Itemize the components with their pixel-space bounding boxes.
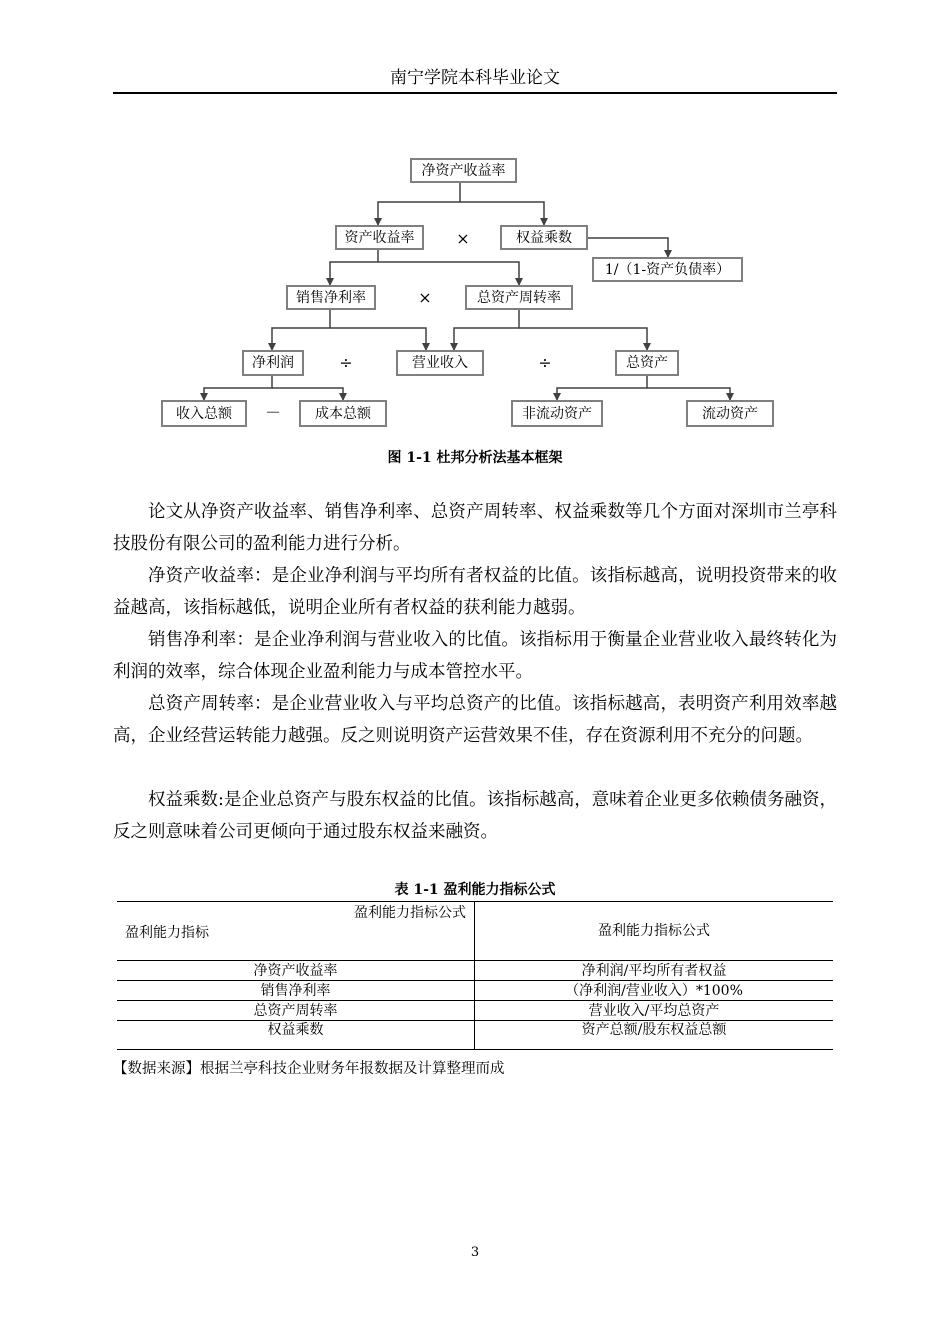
table-caption: 表 1-1 盈利能力指标公式 [394, 882, 556, 898]
indicator-cell: 净资产收益率 [117, 961, 475, 981]
running-header: 南宁学院本科毕业论文 [390, 68, 560, 88]
node-debt-formula: 1/（1-资产负债率） [592, 257, 743, 282]
divide-operator: ÷ [538, 353, 552, 372]
multiply-operator: × [456, 229, 470, 248]
formula-cell: 净利润/平均所有者权益 [475, 961, 834, 981]
node-net-profit: 净利润 [242, 350, 304, 376]
indicator-cell: 销售净利率 [117, 981, 475, 1001]
node-equity-multiplier: 权益乘数 [500, 225, 588, 250]
paragraph-equity-multiplier: 权益乘数:是企业总资产与股东权益的比值。该指标越高，意味着企业更多依赖债务融资，反之则意味着公司更倾向于通过股东权益来融资。 [113, 790, 837, 842]
table-header-row [117, 902, 833, 961]
node-total-income: 收入总额 [161, 400, 247, 427]
data-source-note: 【数据来源】根据兰亭科技企业财务年报数据及计算整理而成 [113, 1061, 505, 1077]
formula-cell: 资产总额/股东权益总额 [475, 1021, 834, 1050]
paragraph-asset-turnover: 总资产周转率：是企业营业收入与平均总资产的比值。该指标越高，表明资产利用效率越高，企业经营运转能力越强。反之则说明资产运营效果不佳，存在资源利用不充分的问题。 [113, 694, 837, 746]
node-net-margin: 销售净利率 [286, 285, 376, 310]
table-row [117, 1021, 833, 1050]
node-revenue: 营业收入 [396, 350, 484, 376]
node-total-cost: 成本总额 [299, 400, 387, 427]
node-current-assets: 流动资产 [686, 400, 774, 427]
indicator-cell: 权益乘数 [117, 1021, 475, 1050]
node-noncurrent-assets: 非流动资产 [511, 400, 603, 427]
formula-cell: 营业收入/平均总资产 [475, 1001, 834, 1021]
multiply-operator: × [418, 288, 432, 307]
page-number: 3 [470, 1245, 480, 1260]
table-row [117, 1001, 833, 1021]
paragraph-intro: 论文从净资产收益率、销售净利率、总资产周转率、权益乘数等几个方面对深圳市兰亭科技股份有限公司的盈利能力进行分析。 [113, 502, 837, 554]
table-row [117, 981, 833, 1001]
header-top-label: 盈利能力指标公式 [354, 905, 466, 921]
indicator-cell: 总资产周转率 [117, 1001, 475, 1021]
dupont-diagram [150, 150, 800, 440]
indicator-table [117, 901, 833, 1050]
table-header-formula: 盈利能力指标公式 [475, 902, 834, 961]
table-row [117, 961, 833, 981]
figure-caption: 图 1-1 杜邦分析法基本框架 [387, 450, 563, 466]
divide-operator: ÷ [339, 353, 353, 372]
node-asset-turnover: 总资产周转率 [465, 285, 573, 310]
formula-cell: （净利润/营业收入）*100% [475, 981, 834, 1001]
table-header-diagonal-cell [117, 902, 475, 961]
minus-operator: － [264, 403, 281, 422]
node-roa: 资产收益率 [335, 225, 424, 250]
paragraph-roe: 净资产收益率：是企业净利润与平均所有者权益的比值。该指标越高，说明投资带来的收益越高，该指标越低，说明企业所有者权益的获利能力越弱。 [113, 566, 837, 618]
node-roe: 净资产收益率 [410, 158, 517, 183]
header-bottom-label: 盈利能力指标 [125, 925, 209, 941]
paragraph-net-margin: 销售净利率：是企业净利润与营业收入的比值。该指标用于衡量企业营业收入最终转化为利润的效率，综合体现企业盈利能力与成本管控水平。 [113, 630, 837, 682]
node-total-assets: 总资产 [615, 350, 679, 376]
header-rule [113, 92, 837, 94]
